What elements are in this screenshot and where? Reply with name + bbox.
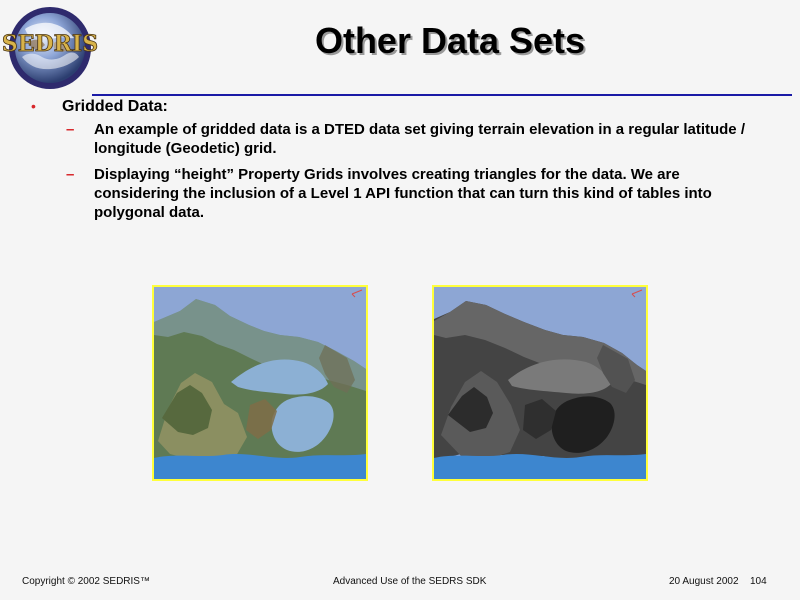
dash-icon: – [66, 121, 75, 138]
dash-icon: – [66, 166, 75, 183]
sedris-logo [1, 5, 99, 91]
footer-page-number: 104 [750, 576, 767, 587]
globe-logo-icon [1, 5, 99, 91]
footer-date: 20 August 2002 [669, 576, 739, 587]
page-title: Other Data Sets [314, 20, 586, 61]
logo-text: SEDRIS [1, 31, 99, 57]
grayscale-terrain-image [432, 285, 648, 481]
sub-bullet-item [66, 120, 766, 158]
footer-course-title: Advanced Use of the SEDRS SDK [333, 576, 487, 587]
slide-content [28, 96, 788, 229]
colored-terrain-render [154, 287, 366, 479]
bullet-dot-icon: • [31, 98, 36, 114]
sub-bullet-list [66, 120, 766, 222]
footer-copyright: Copyright © 2002 SEDRIS™ [22, 576, 150, 587]
sub-bullet-text: Displaying “height” Property Grids involves creating triangles for the data. We are considering the inclusion of a Level 1 API function that can turn this kind of tables into polygonal data. [94, 166, 712, 221]
bullet-label: Gridded Data: [62, 98, 168, 115]
colored-terrain-image [152, 285, 368, 481]
grayscale-terrain-render [434, 287, 646, 479]
sub-bullet-item [66, 165, 766, 222]
sub-bullet-text: An example of gridded data is a DTED data set giving terrain elevation in a regular latitude / longitude (Geodetic) grid. [94, 121, 745, 157]
bullet-item [28, 97, 788, 116]
